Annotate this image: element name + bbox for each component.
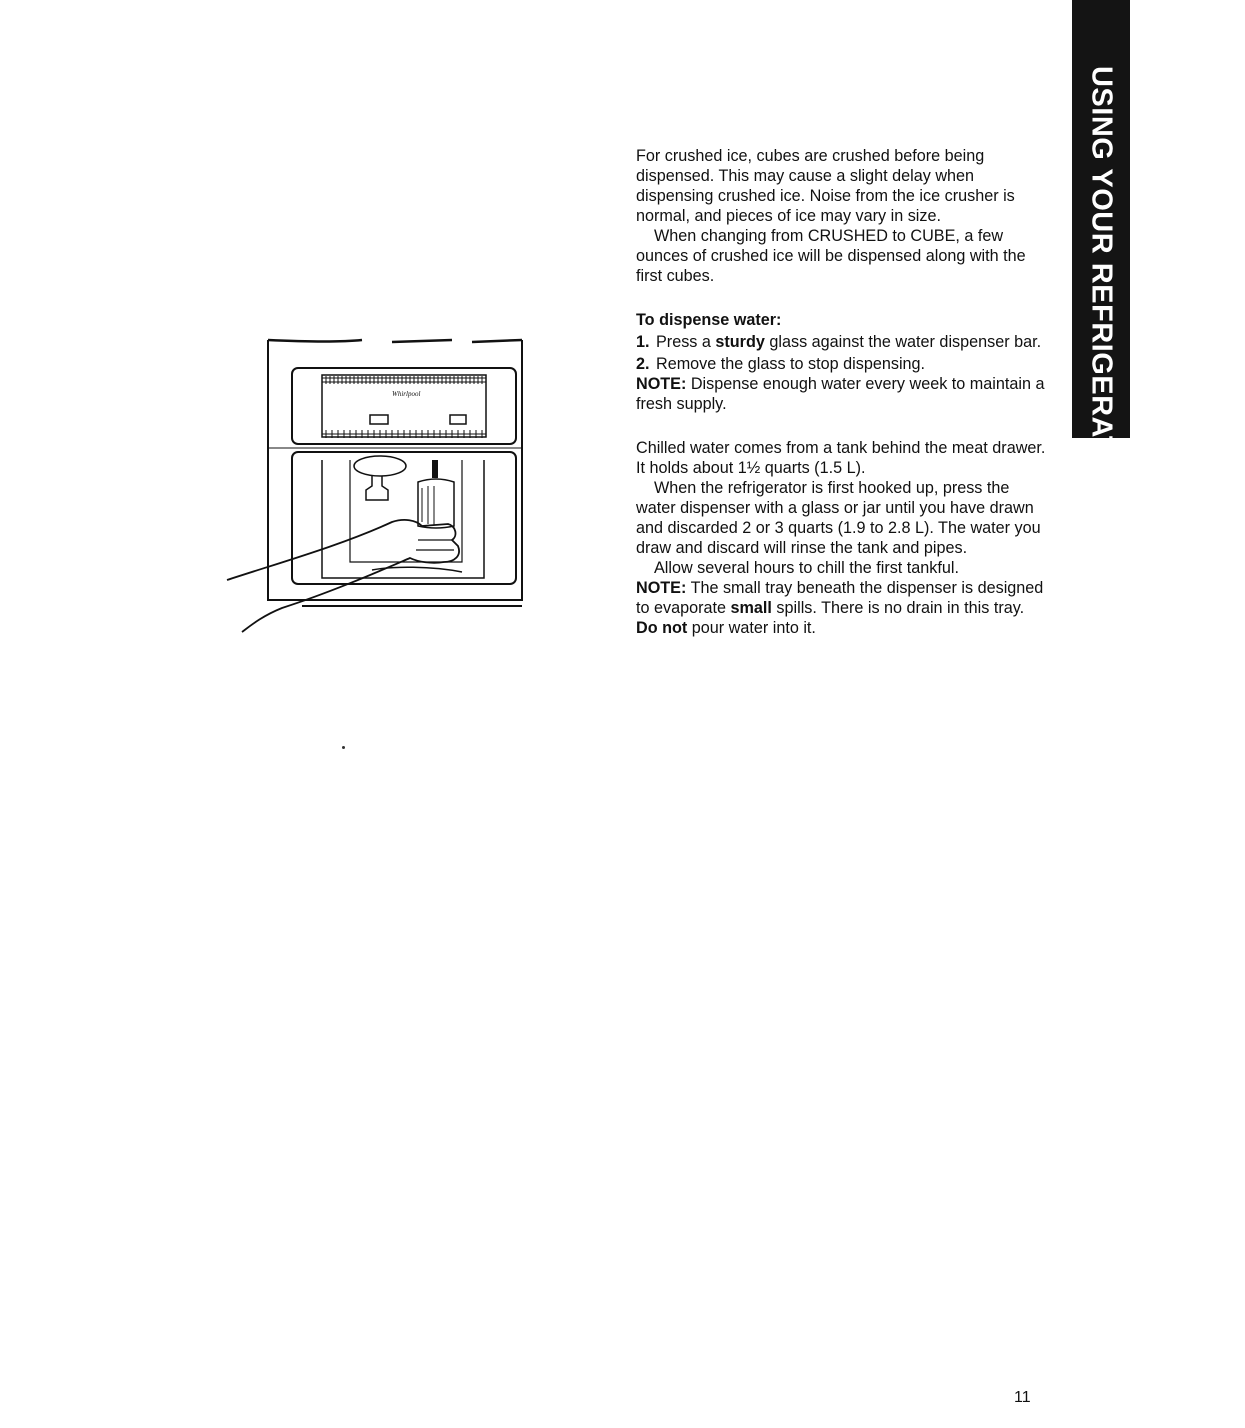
- brand-logo: Whirlpool: [392, 390, 421, 398]
- page-number: 11: [1014, 1389, 1031, 1406]
- step-number: 1.: [636, 333, 650, 351]
- crushed-paragraph: For crushed ice, cubes are crushed before being dispensed. This may cause a slight delay when dispensing crushed ice. Noise from the ice crusher is normal, and pieces of ice may vary in size.: [636, 147, 1015, 225]
- dispense-note: NOTE: Dispense enough water every week to maintain a fresh supply.: [636, 375, 1045, 413]
- dispense-heading: To dispense water:: [636, 311, 782, 329]
- tray-note: NOTE: The small tray beneath the dispenser is designed to evaporate small spills. There is no drain in this tray. Do not pour water into it.: [636, 579, 1044, 637]
- step-text: Remove the glass to stop dispensing.: [656, 355, 926, 373]
- chill-time-paragraph: Allow several hours to chill the first tankful.: [654, 559, 959, 577]
- section-tab-label: USING YOUR REFRIGERATOR: [1085, 65, 1118, 499]
- step-text: Press a sturdy glass against the water dispenser bar.: [656, 333, 1042, 351]
- chilled-paragraph: Chilled water comes from a tank behind the meat drawer. It holds about 1½ quarts (1.5 L).: [636, 439, 1046, 477]
- step-2: [636, 354, 1046, 374]
- first-hookup-paragraph: When the refrigerator is first hooked up, press the water dispenser with a glass or jar until you have drawn and discarded 2 or 3 quarts (1.9 to 2.8 L). The water you draw and discard will rinse the tank and pipes.: [636, 479, 1041, 557]
- speck: [342, 746, 345, 749]
- dispenser-illustration: [222, 330, 527, 640]
- crushed-change-paragraph: When changing from CRUSHED to CUBE, a few ounces of crushed ice will be dispensed along with the first cubes.: [636, 227, 1026, 285]
- text-column: [636, 146, 1046, 638]
- step-number: 2.: [636, 355, 650, 373]
- step-1: [636, 332, 1046, 352]
